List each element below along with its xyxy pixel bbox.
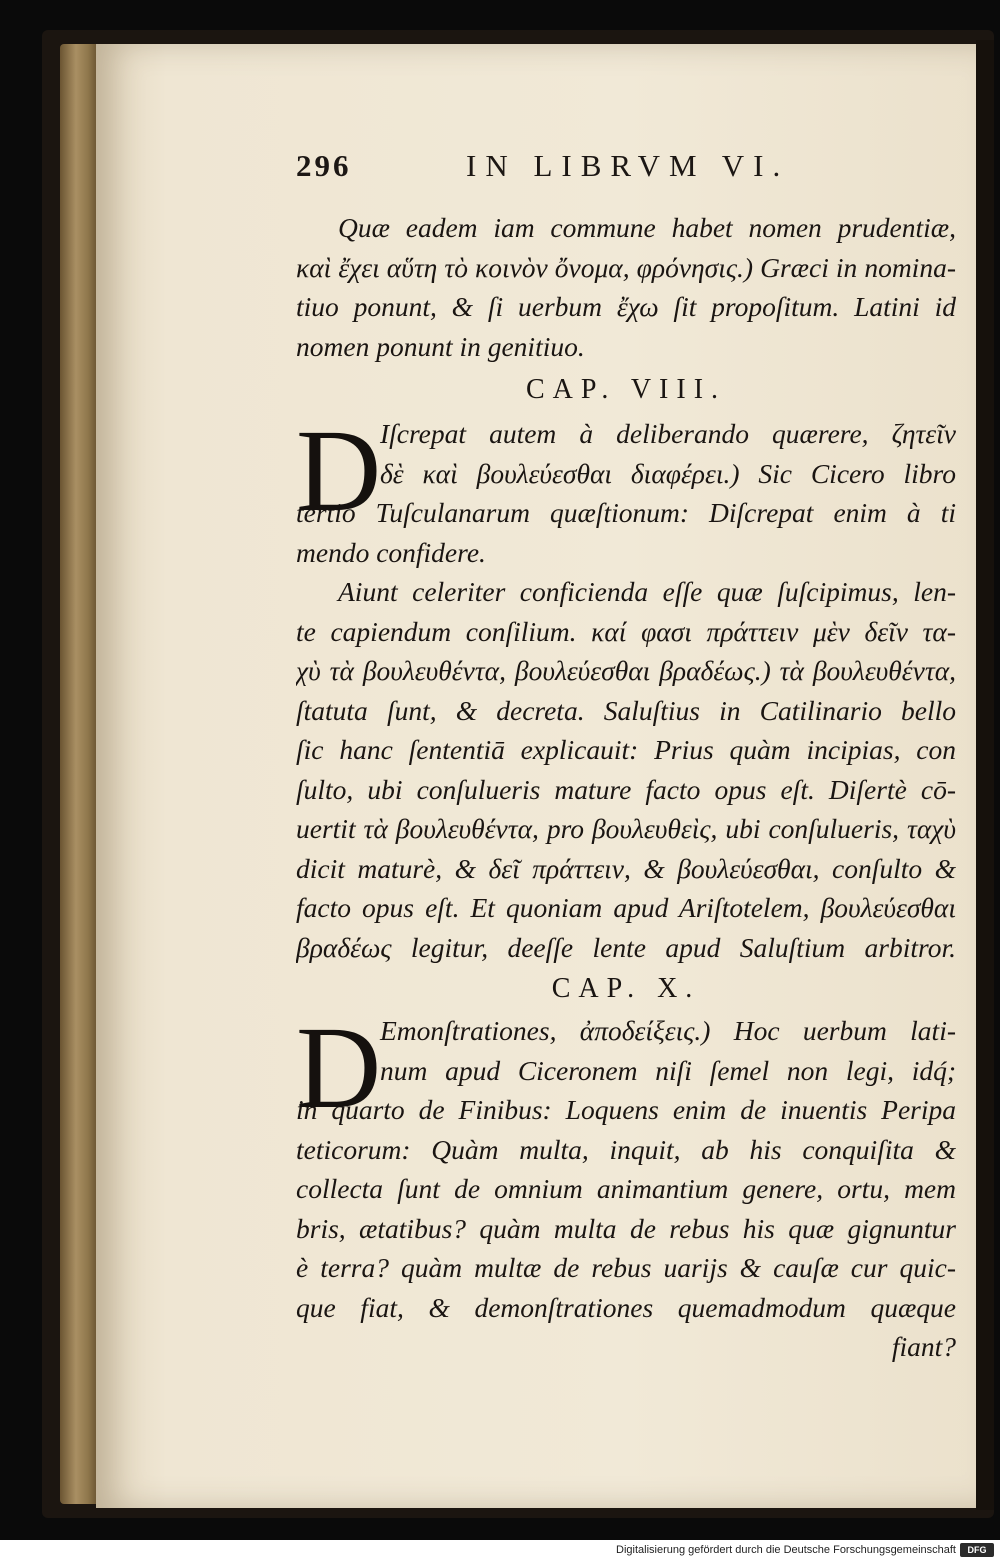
- paragraph-with-initial: [296, 405, 956, 572]
- catchword: fiant?: [891, 1331, 956, 1362]
- text-line: collecta ſunt de omnium animantium genere, ortu, mem: [296, 1173, 956, 1204]
- text-line: in quarto de Finibus: Loquens enim de inuentis Peripa: [296, 1094, 956, 1125]
- drop-cap-initial: D: [296, 405, 382, 536]
- text-line: teticorum: Quàm multa, inquit, ab his conquiſita &: [296, 1133, 956, 1165]
- page-number: 296: [296, 148, 352, 183]
- text-line: Aiunt celeriter conficienda eſſe quæ ſuſcipimus, len-: [338, 576, 956, 607]
- text-line: è terra? quàm multæ de rebus uarijs & cauſæ cur quic-: [296, 1252, 956, 1283]
- text-line: facto opus eſt. Et quoniam apud Ariſtotelem, βουλεύεσθαι: [296, 892, 956, 923]
- text-line: te capiendum conſilium. καί φασι πράττειν μὲν δεῖν τα-: [296, 615, 956, 647]
- text-line: Quæ eadem iam commune habet nomen prudentiæ,: [338, 212, 956, 243]
- text-line: bris, ætatibus? quàm multa de rebus his quæ gignuntur: [296, 1212, 956, 1244]
- text-line: tiuo ponunt, & ſi uerbum ἔχω ſit propoſitum. Latini id: [296, 291, 956, 322]
- text-line: Iſcrepat autem à deliberando quærere, ζητεῖν: [380, 418, 956, 449]
- chapter-heading: CAP. X.: [551, 973, 701, 1004]
- drop-cap-initial: D: [296, 1002, 382, 1133]
- chapter-heading: CAP. VIII.: [525, 374, 727, 405]
- text-line: dicit maturè, & δεῖ πράττειν, & βουλεύεσθαι, conſulto &: [296, 852, 956, 884]
- text-line: Emonſtrationes, ἀποδείξεις.) Hoc uerbum lati-: [380, 1015, 956, 1046]
- text-line: tertio Tuſculanarum quæſtionum: Diſcrepat enim à ti: [296, 497, 956, 528]
- text-line: uertit τὰ βουλευθέντα, pro βουλευθεὶς, ubi conſulueris, ταχὺ: [296, 813, 956, 844]
- paragraph-with-initial: [296, 1002, 956, 1367]
- dfg-logo: DFG: [960, 1543, 994, 1557]
- digitization-footer: [0, 1540, 1000, 1560]
- text-line: mendo confidere.: [296, 536, 486, 568]
- page-body: [296, 208, 956, 1367]
- page-header: [296, 148, 956, 198]
- footer-credit: Digitalisierung gefördert durch die Deutsche Forschungsgemeinschaft: [616, 1544, 956, 1556]
- text-line: χὺ τὰ βουλευθέντα, βουλεύεσθαι βραδέως.) τὰ βουλευθέντα,: [296, 655, 956, 686]
- text-line: ſic hanc ſententiā explicauit: Prius quàm incipias, con: [296, 734, 956, 765]
- text-line: num apud Ciceronem niſi ſemel non legi, idq́;: [380, 1054, 956, 1086]
- page-edges: [60, 44, 100, 1504]
- text-line: δὲ καὶ βουλεύεσθαι διαφέρει.) Sic Cicero libro: [380, 457, 956, 489]
- text-line: βραδέως legitur, deeſſe lente apud Saluſtium arbitror.: [296, 931, 956, 963]
- text-line: nomen ponunt in genitiuo.: [296, 330, 585, 362]
- book-spine: [976, 40, 994, 1510]
- running-title: IN LIBRVM VI.: [466, 148, 790, 183]
- text-line: ſtatuta ſunt, & decreta. Saluſtius in Catilinario bello: [296, 694, 956, 726]
- text-line: ſulto, ubi conſulueris mature facto opus eſt. Diſertè cō-: [296, 773, 956, 805]
- text-line: καὶ ἔχει αὕτη τὸ κοινὸν ὄνομα, φρόνησις.) Græci in nomina-: [296, 251, 956, 283]
- text-line: que fiat, & demonſtrationes quemadmodum quæque: [296, 1291, 956, 1323]
